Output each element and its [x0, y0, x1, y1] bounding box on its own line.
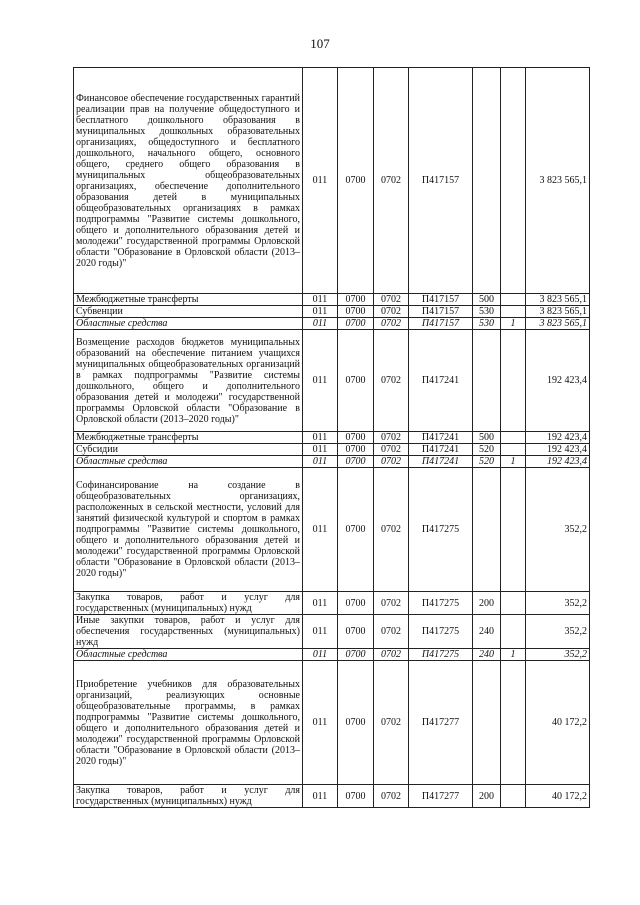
grbs-code: 011 [303, 306, 338, 318]
table-row [74, 649, 590, 661]
expense-type-code [473, 330, 501, 432]
subsection-code: 0702 [374, 468, 409, 592]
section-code: 0700 [338, 330, 374, 432]
target-article-code: П417241 [409, 432, 473, 444]
funding-source-code [501, 330, 526, 432]
grbs-code: 011 [303, 592, 338, 615]
amount-value: 192 423,4 [526, 456, 590, 468]
table-row [74, 444, 590, 456]
table-row [74, 68, 590, 294]
budget-table [73, 67, 590, 808]
section-code: 0700 [338, 318, 374, 330]
subsection-code: 0702 [374, 318, 409, 330]
grbs-code: 011 [303, 330, 338, 432]
target-article-code: П417157 [409, 294, 473, 306]
subsection-code: 0702 [374, 330, 409, 432]
grbs-code: 011 [303, 294, 338, 306]
section-code: 0700 [338, 456, 374, 468]
expense-type-code: 200 [473, 592, 501, 615]
row-description: Софинансирование на создание в общеобразовательных организациях, расположенных в сельской местности, условий для занятий физической культурой и спортом в рамках подпрограммы "Развитие системы дошкольного, общего и дополнительного образования детей и молодежи" государственной программы Орловской области "Образование в Орловской области (2013–2020 годы)" [74, 468, 303, 592]
expense-type-code: 520 [473, 456, 501, 468]
amount-value: 352,2 [526, 649, 590, 661]
page-number: 107 [310, 36, 330, 51]
budget-table-body [74, 68, 590, 808]
funding-source-code [501, 615, 526, 649]
subsection-code: 0702 [374, 615, 409, 649]
table-row [74, 294, 590, 306]
amount-value: 3 823 565,1 [526, 306, 590, 318]
grbs-code: 011 [303, 444, 338, 456]
subsection-code: 0702 [374, 785, 409, 808]
grbs-code: 011 [303, 661, 338, 785]
target-article-code: П417241 [409, 456, 473, 468]
grbs-code: 011 [303, 468, 338, 592]
amount-value: 352,2 [526, 468, 590, 592]
target-article-code: П417241 [409, 444, 473, 456]
grbs-code: 011 [303, 432, 338, 444]
section-code: 0700 [338, 294, 374, 306]
section-code: 0700 [338, 468, 374, 592]
expense-type-code: 520 [473, 444, 501, 456]
amount-value: 3 823 565,1 [526, 68, 590, 294]
row-description: Межбюджетные трансферты [74, 432, 303, 444]
row-description: Закупка товаров, работ и услуг для государственных (муниципальных) нужд [74, 592, 303, 615]
section-code: 0700 [338, 785, 374, 808]
subsection-code: 0702 [374, 649, 409, 661]
expense-type-code: 240 [473, 615, 501, 649]
expense-type-code: 240 [473, 649, 501, 661]
target-article-code: П417157 [409, 68, 473, 294]
subsection-code: 0702 [374, 592, 409, 615]
row-description: Финансовое обеспечение государственных гарантий реализации прав на получение общедоступного и бесплатного дошкольного образования в муниципальных дошкольных образовательных организациях, общедоступного и бесплатного дошкольного, начального общего, основного общего, среднего общего образования в муниципальных общеобразовательных организациях, обеспечение дополнительного образования детей в муниципальных общеобразовательных организациях в рамках подпрограммы "Развитие системы дошкольного, общего и дополнительного образования детей и молодежи" государственной программы Орловской области "Образование в Орловской области (2013–2020 годы)" [74, 68, 303, 294]
expense-type-code: 200 [473, 785, 501, 808]
target-article-code: П417275 [409, 592, 473, 615]
funding-source-code [501, 661, 526, 785]
row-description: Областные средства [74, 649, 303, 661]
subsection-code: 0702 [374, 444, 409, 456]
expense-type-code: 530 [473, 318, 501, 330]
row-description: Межбюджетные трансферты [74, 294, 303, 306]
subsection-code: 0702 [374, 432, 409, 444]
funding-source-code: 1 [501, 456, 526, 468]
funding-source-code [501, 68, 526, 294]
section-code: 0700 [338, 68, 374, 294]
grbs-code: 011 [303, 649, 338, 661]
target-article-code: П417275 [409, 615, 473, 649]
section-code: 0700 [338, 649, 374, 661]
section-code: 0700 [338, 615, 374, 649]
expense-type-code: 500 [473, 294, 501, 306]
row-description: Иные закупки товаров, работ и услуг для обеспечения государственных (муниципальных) нужд [74, 615, 303, 649]
subsection-code: 0702 [374, 306, 409, 318]
grbs-code: 011 [303, 318, 338, 330]
row-description: Закупка товаров, работ и услуг для государственных (муниципальных) нужд [74, 785, 303, 808]
expense-type-code: 500 [473, 432, 501, 444]
subsection-code: 0702 [374, 68, 409, 294]
grbs-code: 011 [303, 785, 338, 808]
funding-source-code [501, 432, 526, 444]
section-code: 0700 [338, 444, 374, 456]
section-code: 0700 [338, 592, 374, 615]
table-row [74, 785, 590, 808]
table-row [74, 615, 590, 649]
grbs-code: 011 [303, 68, 338, 294]
funding-source-code [501, 444, 526, 456]
table-row [74, 330, 590, 432]
table-row [74, 661, 590, 785]
table-row [74, 468, 590, 592]
amount-value: 3 823 565,1 [526, 318, 590, 330]
section-code: 0700 [338, 306, 374, 318]
funding-source-code: 1 [501, 318, 526, 330]
expense-type-code [473, 68, 501, 294]
grbs-code: 011 [303, 615, 338, 649]
amount-value: 192 423,4 [526, 444, 590, 456]
section-code: 0700 [338, 661, 374, 785]
amount-value: 40 172,2 [526, 785, 590, 808]
funding-source-code [501, 785, 526, 808]
table-row [74, 432, 590, 444]
target-article-code: П417277 [409, 785, 473, 808]
row-description: Субсидии [74, 444, 303, 456]
funding-source-code [501, 592, 526, 615]
expense-type-code [473, 468, 501, 592]
amount-value: 40 172,2 [526, 661, 590, 785]
row-description: Возмещение расходов бюджетов муниципальных образований на обеспечение питанием учащихся муниципальных общеобразовательных организаций в рамках подпрограммы "Развитие системы дошкольного, общего и дополнительного образования детей и молодежи" государственной программы Орловской области "Образование в Орловской области (2013–2020 годы)" [74, 330, 303, 432]
target-article-code: П417157 [409, 306, 473, 318]
target-article-code: П417275 [409, 649, 473, 661]
subsection-code: 0702 [374, 456, 409, 468]
target-article-code: П417241 [409, 330, 473, 432]
funding-source-code [501, 468, 526, 592]
target-article-code: П417157 [409, 318, 473, 330]
table-row [74, 318, 590, 330]
row-description: Областные средства [74, 318, 303, 330]
table-row [74, 456, 590, 468]
target-article-code: П417275 [409, 468, 473, 592]
funding-source-code: 1 [501, 649, 526, 661]
subsection-code: 0702 [374, 661, 409, 785]
table-row [74, 592, 590, 615]
grbs-code: 011 [303, 456, 338, 468]
amount-value: 192 423,4 [526, 330, 590, 432]
section-code: 0700 [338, 432, 374, 444]
row-description: Областные средства [74, 456, 303, 468]
amount-value: 352,2 [526, 615, 590, 649]
row-description: Субвенции [74, 306, 303, 318]
row-description: Приобретение учебников для образовательных организаций, реализующих основные общеобразовательные программы, в рамках подпрограммы "Развитие системы дошкольного, общего и дополнительного образования детей и молодежи" государственной программы Орловской области "Образование в Орловской области (2013–2020 годы)" [74, 661, 303, 785]
funding-source-code [501, 294, 526, 306]
subsection-code: 0702 [374, 294, 409, 306]
amount-value: 192 423,4 [526, 432, 590, 444]
amount-value: 3 823 565,1 [526, 294, 590, 306]
funding-source-code [501, 306, 526, 318]
table-row [74, 306, 590, 318]
expense-type-code [473, 661, 501, 785]
expense-type-code: 530 [473, 306, 501, 318]
target-article-code: П417277 [409, 661, 473, 785]
amount-value: 352,2 [526, 592, 590, 615]
